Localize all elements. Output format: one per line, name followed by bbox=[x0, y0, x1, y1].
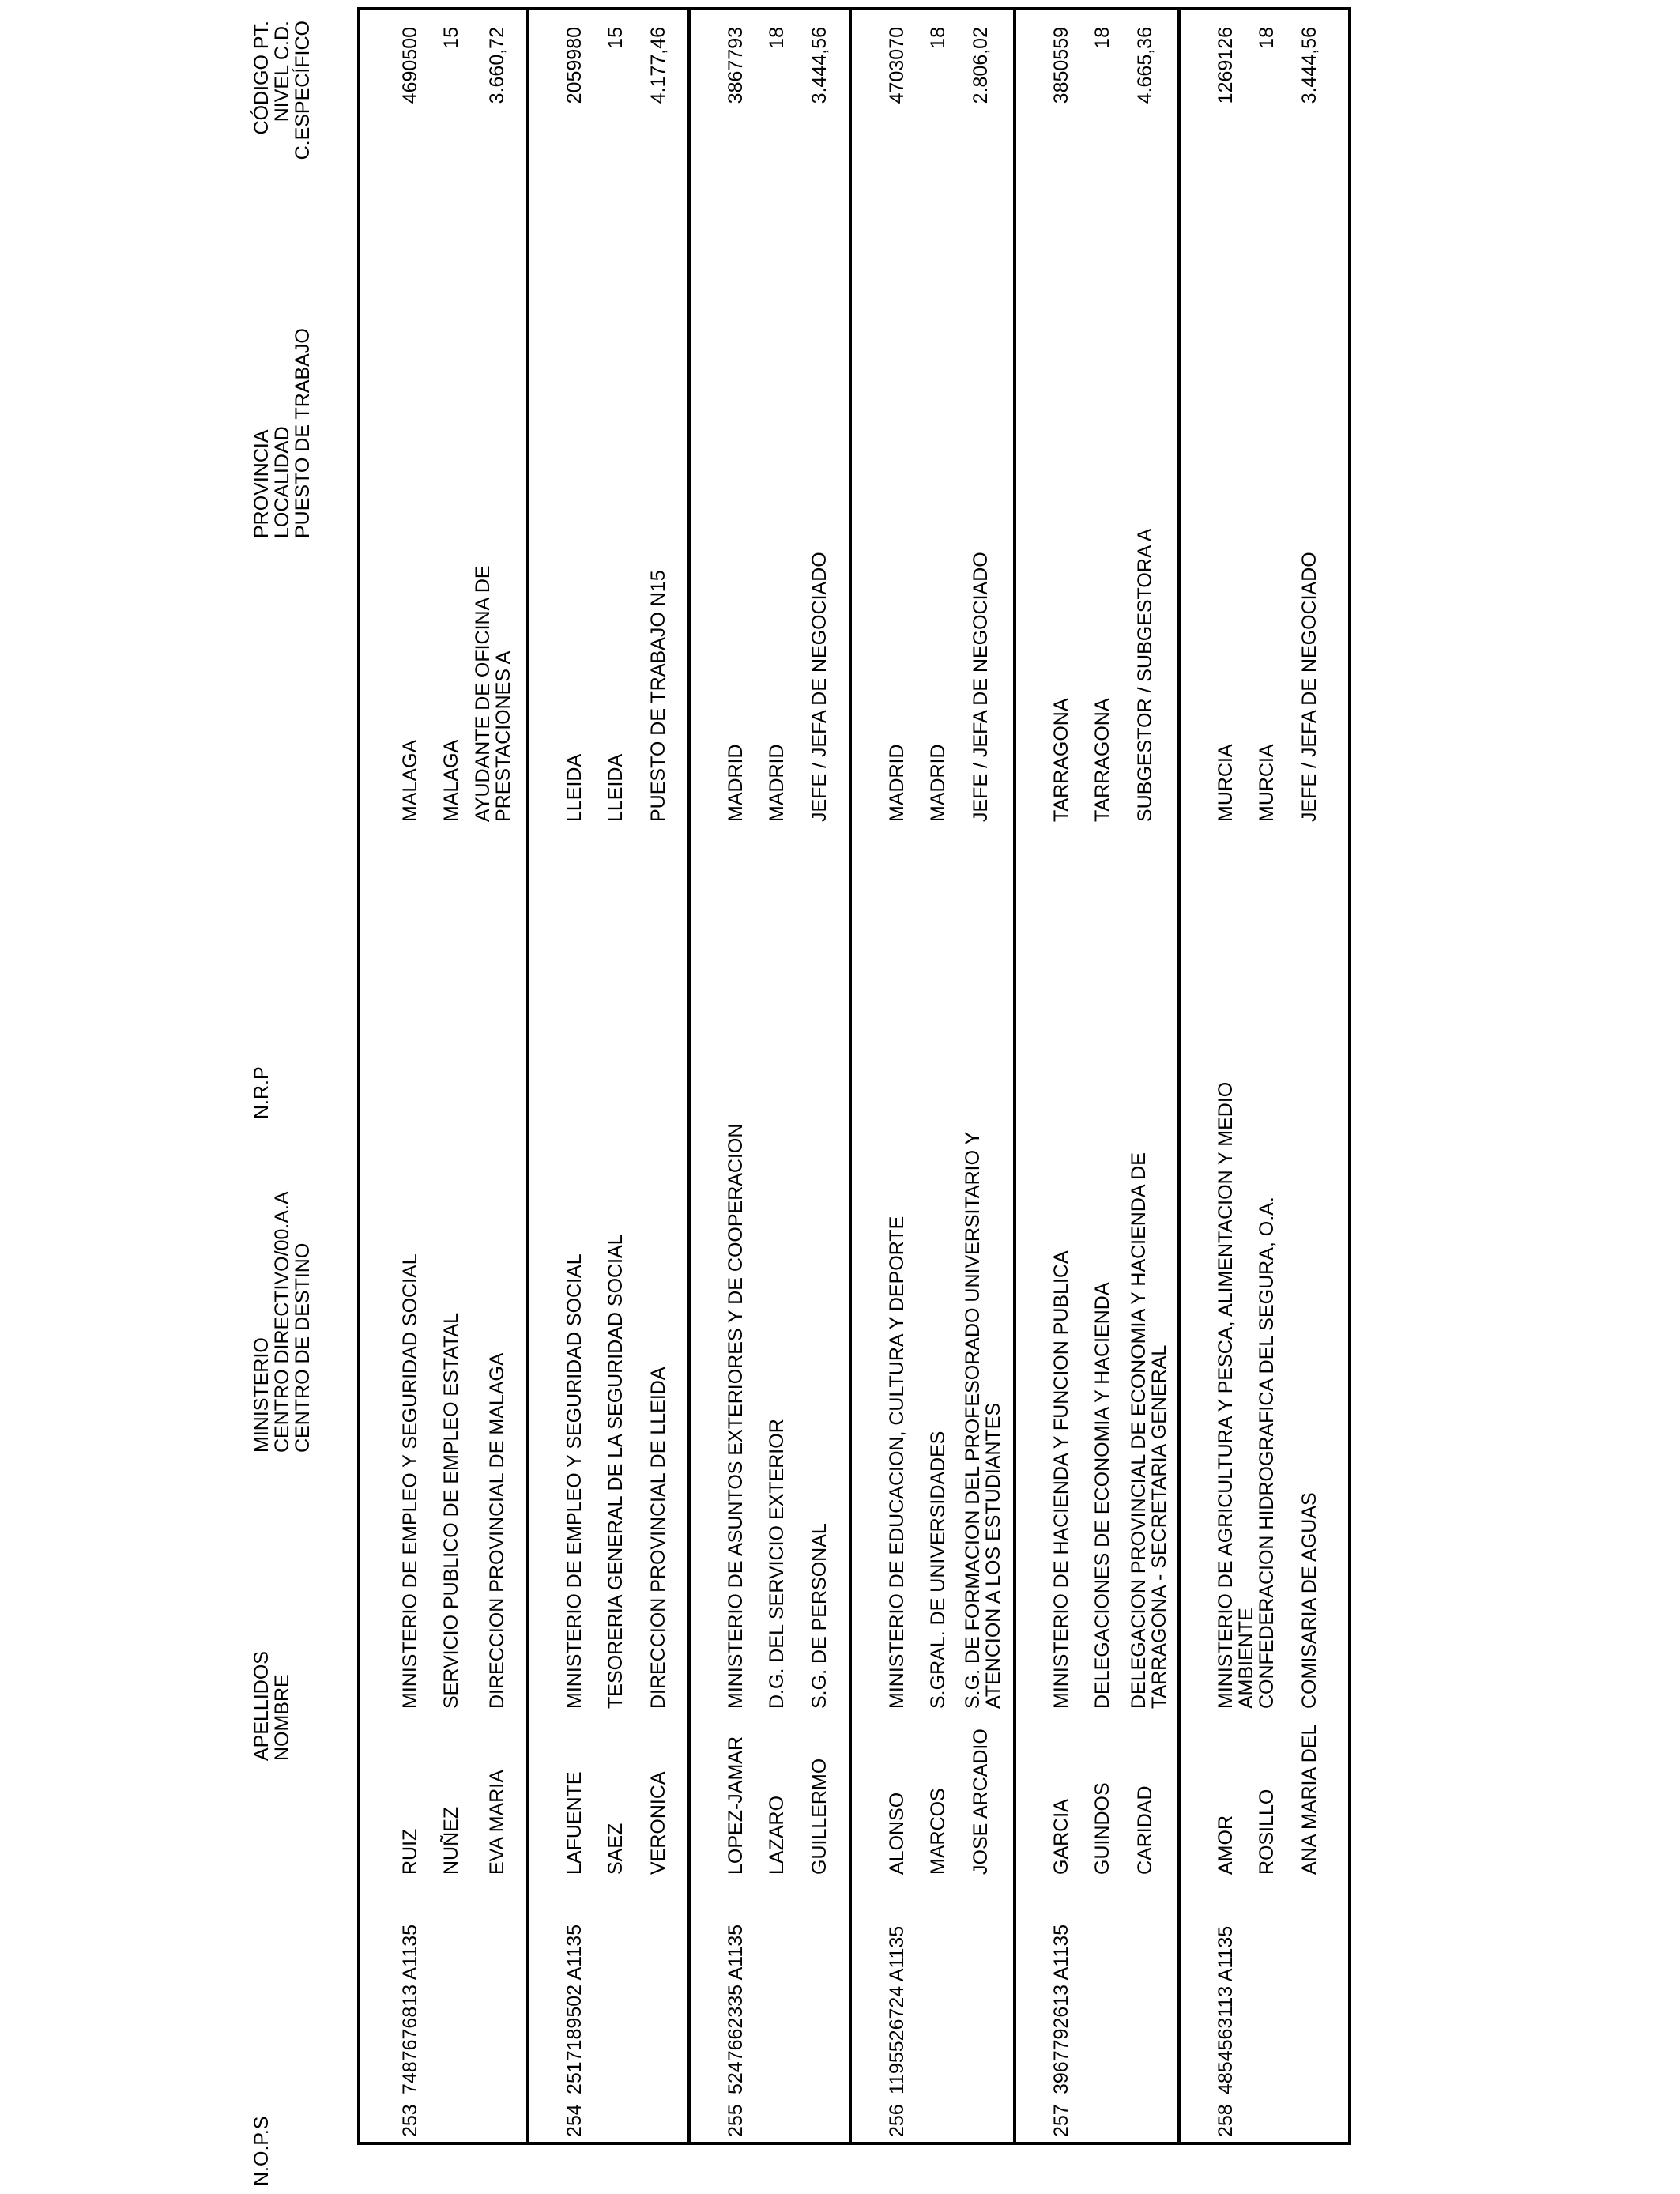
header-codigo-nivel-especifico bbox=[251, 21, 313, 171]
provincia-cell: MALAGA bbox=[399, 739, 421, 822]
centro-destino-cell: DIRECCION PROVINCIAL DE MALAGA bbox=[486, 1352, 508, 1709]
codigo-cell: 3867793 bbox=[725, 27, 747, 104]
nrp-cell: 4854563113 A1135 bbox=[1215, 1925, 1237, 2094]
codigo-cell: 3850559 bbox=[1050, 27, 1072, 104]
nops-cell: 258 bbox=[1215, 2104, 1237, 2137]
nrp-cell: 1195526724 A1135 bbox=[886, 1925, 908, 2094]
localidad-cell: LLEIDA bbox=[605, 753, 627, 822]
puesto-cell: JEFE / JEFA DE NEGOCIADO bbox=[970, 552, 992, 822]
header-ministerio-centros bbox=[251, 1191, 313, 1453]
provincia-cell: TARRAGONA bbox=[1050, 698, 1072, 822]
especifico-cell: 3.660,72 bbox=[486, 27, 508, 104]
nops-cell: 254 bbox=[563, 2104, 586, 2137]
apellido2-cell: ROSILLO bbox=[1256, 1789, 1278, 1875]
apellido1-cell: LAFUENTE bbox=[563, 1771, 586, 1875]
apellido2-cell: MARCOS bbox=[927, 1788, 949, 1875]
header-apellidos-label: APELLIDOS bbox=[250, 1651, 273, 1761]
puesto-cell: SUBGESTOR / SUBGESTORA A bbox=[1134, 528, 1156, 822]
nombre-cell: ANA MARIA DEL bbox=[1298, 1724, 1320, 1875]
nops-cell: 257 bbox=[1050, 2104, 1072, 2137]
header-nrp-label: N.R.P bbox=[250, 1066, 273, 1119]
nrp-cell: 2517189502 A1135 bbox=[563, 1924, 586, 2094]
header-provincia-puesto bbox=[251, 328, 313, 538]
ministerio-cell: MINISTERIO DE AGRICULTURA Y PESCA, ALIMENTACION Y MEDIO AMBIENTE bbox=[1215, 1081, 1257, 1709]
nops-cell: 256 bbox=[886, 2104, 908, 2137]
nombre-cell: JOSE ARCADIO bbox=[970, 1728, 992, 1875]
localidad-cell: MALAGA bbox=[440, 739, 462, 822]
provincia-cell: LLEIDA bbox=[563, 753, 586, 822]
header-nops-label: N.O.P.S bbox=[250, 2116, 273, 2186]
localidad-cell: MURCIA bbox=[1256, 744, 1278, 822]
header-ministerio-label: MINISTERIO bbox=[250, 1337, 273, 1453]
centro-destino-cell: COMISARIA DE AGUAS bbox=[1298, 1492, 1320, 1709]
nrp-cell: 5247662335 A1135 bbox=[725, 1924, 747, 2094]
header-especifico-label: C.ESPECÍFICO bbox=[292, 21, 314, 160]
nrp-cell: 7487676813 A1135 bbox=[399, 1924, 421, 2094]
record-row bbox=[687, 10, 849, 2142]
nombre-cell: CARIDAD bbox=[1134, 1785, 1156, 1875]
centro-directivo-cell: SERVICIO PUBLICO DE EMPLEO ESTATAL bbox=[440, 1312, 462, 1709]
header-centro-directivo-label: CENTRO DIRECTIVO/00.A.A bbox=[271, 1191, 293, 1453]
header-provincia-label: PROVINCIA bbox=[250, 429, 273, 538]
apellido2-cell: NUÑEZ bbox=[440, 1806, 462, 1875]
nivel-cell: 15 bbox=[605, 27, 627, 49]
puesto-cell: JEFE / JEFA DE NEGOCIADO bbox=[808, 552, 831, 822]
nombre-cell: EVA MARIA bbox=[486, 1770, 508, 1875]
puesto-cell: JEFE / JEFA DE NEGOCIADO bbox=[1298, 552, 1320, 822]
especifico-cell: 3.444,56 bbox=[1298, 27, 1320, 104]
apellido1-cell: LOPEZ-JAMAR bbox=[725, 1736, 747, 1875]
apellido2-cell: SAEZ bbox=[605, 1823, 627, 1875]
centro-directivo-cell: S.GRAL. DE UNIVERSIDADES bbox=[927, 1431, 949, 1709]
header-nops bbox=[251, 2117, 272, 2186]
ministerio-cell: MINISTERIO DE EMPLEO Y SEGURIDAD SOCIAL bbox=[399, 1253, 421, 1709]
header-nivel-label: NIVEL C.D. bbox=[271, 21, 293, 123]
provincia-cell: MADRID bbox=[886, 744, 908, 822]
especifico-cell: 2.806,02 bbox=[970, 27, 992, 104]
record-row bbox=[1177, 10, 1351, 2142]
especifico-cell: 3.444,56 bbox=[808, 27, 831, 104]
puesto-cell: PUESTO DE TRABAJO N15 bbox=[647, 570, 669, 822]
header-centro-destino-label: CENTRO DE DESTINO bbox=[292, 1242, 314, 1453]
record-row bbox=[363, 10, 525, 2142]
centro-destino-cell: S.G. DE PERSONAL bbox=[808, 1523, 831, 1709]
apellido1-cell: ALONSO bbox=[886, 1792, 908, 1875]
nivel-cell: 15 bbox=[440, 27, 462, 49]
apellido2-cell: GUINDOS bbox=[1091, 1782, 1113, 1875]
codigo-cell: 1269126 bbox=[1215, 27, 1237, 104]
centro-directivo-cell: TESORERIA GENERAL DE LA SEGURIDAD SOCIAL bbox=[605, 1234, 627, 1709]
nivel-cell: 18 bbox=[1256, 27, 1278, 49]
header-codigo-label: CÓDIGO PT. bbox=[250, 21, 273, 135]
ministerio-cell: MINISTERIO DE HACIENDA Y FUNCION PUBLICA bbox=[1050, 1250, 1072, 1709]
header-nrp bbox=[251, 1066, 272, 1119]
header-puesto-label: PUESTO DE TRABAJO bbox=[292, 328, 314, 538]
records-table bbox=[357, 7, 1351, 2145]
apellido1-cell: RUIZ bbox=[399, 1828, 421, 1875]
nops-cell: 253 bbox=[399, 2104, 421, 2137]
apellido2-cell: LAZARO bbox=[766, 1795, 788, 1875]
nops-cell: 255 bbox=[725, 2104, 747, 2137]
codigo-cell: 4690500 bbox=[399, 27, 421, 104]
nivel-cell: 18 bbox=[1091, 27, 1113, 49]
codigo-cell: 2059980 bbox=[563, 27, 586, 104]
record-row bbox=[849, 10, 1013, 2142]
nombre-cell: VERONICA bbox=[647, 1771, 669, 1875]
nivel-cell: 18 bbox=[927, 27, 949, 49]
apellido1-cell: AMOR bbox=[1215, 1815, 1237, 1875]
record-row bbox=[1013, 10, 1177, 2142]
puesto-cell: AYUDANTE DE OFICINA DE PRESTACIONES A bbox=[472, 565, 514, 822]
nombre-cell: GUILLERMO bbox=[808, 1758, 831, 1875]
header-localidad-label: LOCALIDAD bbox=[271, 426, 293, 538]
header-apellidos-nombre bbox=[251, 1651, 292, 1761]
ministerio-cell: MINISTERIO DE EMPLEO Y SEGURIDAD SOCIAL bbox=[563, 1253, 586, 1709]
header-nombre-label: NOMBRE bbox=[271, 1674, 293, 1761]
provincia-cell: MADRID bbox=[725, 744, 747, 822]
centro-directivo-cell: D.G. DEL SERVICIO EXTERIOR bbox=[766, 1419, 788, 1709]
localidad-cell: TARRAGONA bbox=[1091, 698, 1113, 822]
centro-destino-cell: DELEGACION PROVINCIAL DE ECONOMIA Y HACIENDA DE TARRAGONA - SECRETARIA GENERAL bbox=[1128, 1152, 1170, 1709]
record-row bbox=[526, 10, 687, 2142]
especifico-cell: 4.177,46 bbox=[647, 27, 669, 104]
apellido1-cell: GARCIA bbox=[1050, 1799, 1072, 1875]
centro-directivo-cell: CONFEDERACION HIDROGRAFICA DEL SEGURA, O.A. bbox=[1256, 1197, 1278, 1709]
localidad-cell: MADRID bbox=[766, 744, 788, 822]
centro-destino-cell: S.G. DE FORMACION DEL PROFESORADO UNIVERSITARIO Y ATENCION A LOS ESTUDIANTES bbox=[962, 1132, 1004, 1709]
ministerio-cell: MINISTERIO DE EDUCACION, CULTURA Y DEPORTE bbox=[886, 1216, 908, 1709]
centro-destino-cell: DIRECCION PROVINCIAL DE LLEIDA bbox=[647, 1367, 669, 1709]
codigo-cell: 4703070 bbox=[886, 27, 908, 104]
localidad-cell: MADRID bbox=[927, 744, 949, 822]
nrp-cell: 3967792613 A1135 bbox=[1050, 1924, 1072, 2094]
provincia-cell: MURCIA bbox=[1215, 744, 1237, 822]
nivel-cell: 18 bbox=[766, 27, 788, 49]
especifico-cell: 4.665,36 bbox=[1134, 27, 1156, 104]
centro-directivo-cell: DELEGACIONES DE ECONOMIA Y HACIENDA bbox=[1091, 1282, 1113, 1709]
ministerio-cell: MINISTERIO DE ASUNTOS EXTERIORES Y DE COOPERACION bbox=[725, 1123, 747, 1709]
